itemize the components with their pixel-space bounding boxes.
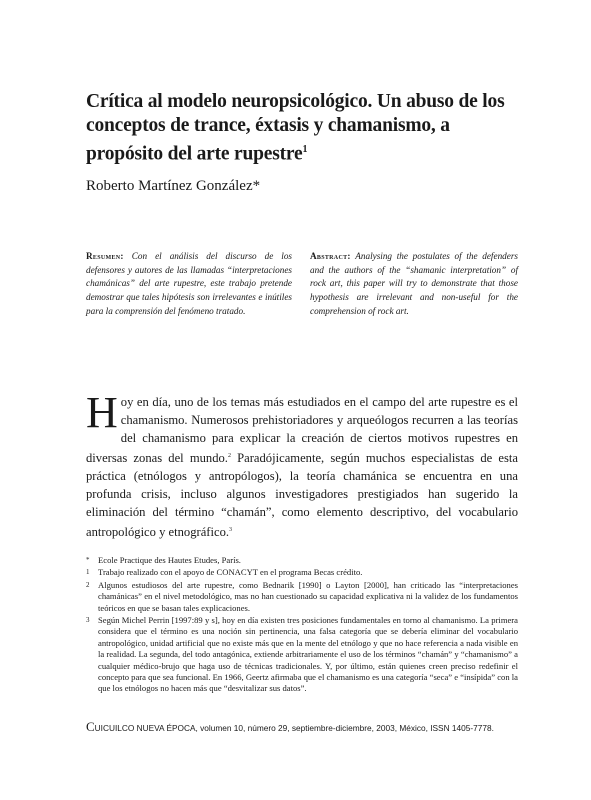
footer-initial: C [86, 719, 95, 734]
title-footnote-ref[interactable]: 1 [302, 144, 308, 155]
footnote-item [86, 580, 518, 614]
footnote-text: Trabajo realizado con el apoyo de CONACYT en el programa Becas crédito. [98, 567, 363, 578]
footnote-mark: 2 [86, 580, 90, 589]
body-paragraph [86, 388, 518, 541]
footnote-text: Ecole Practique des Hautes Etudes, París. [98, 555, 241, 565]
resumen-block [86, 250, 292, 319]
title-text: Crítica al modelo neuropsicológico. Un abuso de los conceptos de trance, éxtasis y chamanismo, a propósito del arte rupestre [86, 91, 505, 165]
body-part-1: oy en día, uno de los temas más estudiados en el campo del arte rupestre es el chamanismo. Numerosos prehistoriadores y arqueólogos recurren a las teorías del chamanismo para explicar la creación de ciertos motivos rupestres en diversas zonas del mundo. [86, 395, 518, 466]
footnote-item [86, 555, 518, 566]
drop-cap: H [86, 388, 118, 437]
footnote-ref-3[interactable]: 3 [229, 527, 233, 534]
footnotes [86, 555, 518, 696]
footnote-item [86, 615, 518, 695]
footnote-mark: 1 [86, 568, 90, 577]
footer-citation: UICUILCO NUEVA ÉPOCA, volumen 10, número 29, septiembre-diciembre, 2003, México, ISSN 1405-7778. [94, 723, 494, 733]
footnote-item [86, 567, 518, 578]
abstract-label: Abstract: [310, 251, 351, 261]
footnote-text: Algunos estudiosos del arte rupestre, como Bednarik [1990] o Layton [2000], han criticado las “interpretaciones chamánicas” en el nivel metodológico, mas no han cuestionado su capacidad explicativa ni la validez de los fundamentos teóricos en que se basan tales explicaciones. [98, 579, 518, 613]
abstract-block [310, 250, 518, 319]
abstract-text: Analysing the postulates of the defenders and the authors of the “shamanic interpretation” of rock art, this paper will try to demonstrate that those hypothesis are irrelevant and non-useful for the comprehension of rock art. [310, 251, 518, 316]
article-title [86, 90, 526, 167]
footnote-mark: * [86, 556, 90, 564]
resumen-label: Resumen: [86, 251, 124, 261]
footnote-text: Según Michel Perrin [1997:89 y s], hoy en día existen tres posiciones fundamentales en torno al chamanismo. La primera considera que el término es una noción sin pertinencia, una falsa categoría que se debería eliminar del vocabulario antropológico, unidad artificial que no existe más que en la mente del etnólogo y que no hace referencia a nada visible en la realidad. La segunda, del todo antagónica, extiende arbitrariamente el uso de los términos “chamán” y “chamanismo” a cualquier médico-brujo que haga uso de técnicas tradicionales. Y, por último, están quienes creen preciso redefinir el concepto para que sea funcional. En 1966, Geertz afirmaba que el chamanismo es una categoría “seca” e “insípida” con la que los etnólogos no hacen más que “desvitalizar sus datos”. [98, 615, 518, 694]
footnote-mark: 3 [86, 616, 90, 625]
author-name: Roberto Martínez González* [86, 178, 261, 194]
journal-footer [86, 719, 526, 735]
resumen-text: Con el análisis del discurso de los defensores y autores de las llamadas “interpretaciones chamánicas” del arte rupestre, este trabajo pretende demostrar que tales hipótesis son irrelevantes e inútiles para la comprensión del fenómeno tratado. [86, 251, 293, 316]
footnote-ref-2[interactable]: 2 [227, 453, 231, 459]
body-part-2: Paradójicamente, según muchos especialistas de esta práctica (etnólogos y antropólogos), la teoría chamánica se encuentra en una profunda crisis, incluso algunos investigadores prestigiados han sugerido la eliminación del término “chamán”, como elemento descriptivo, del vocabulario antropológico y etnográfico. [86, 451, 518, 540]
